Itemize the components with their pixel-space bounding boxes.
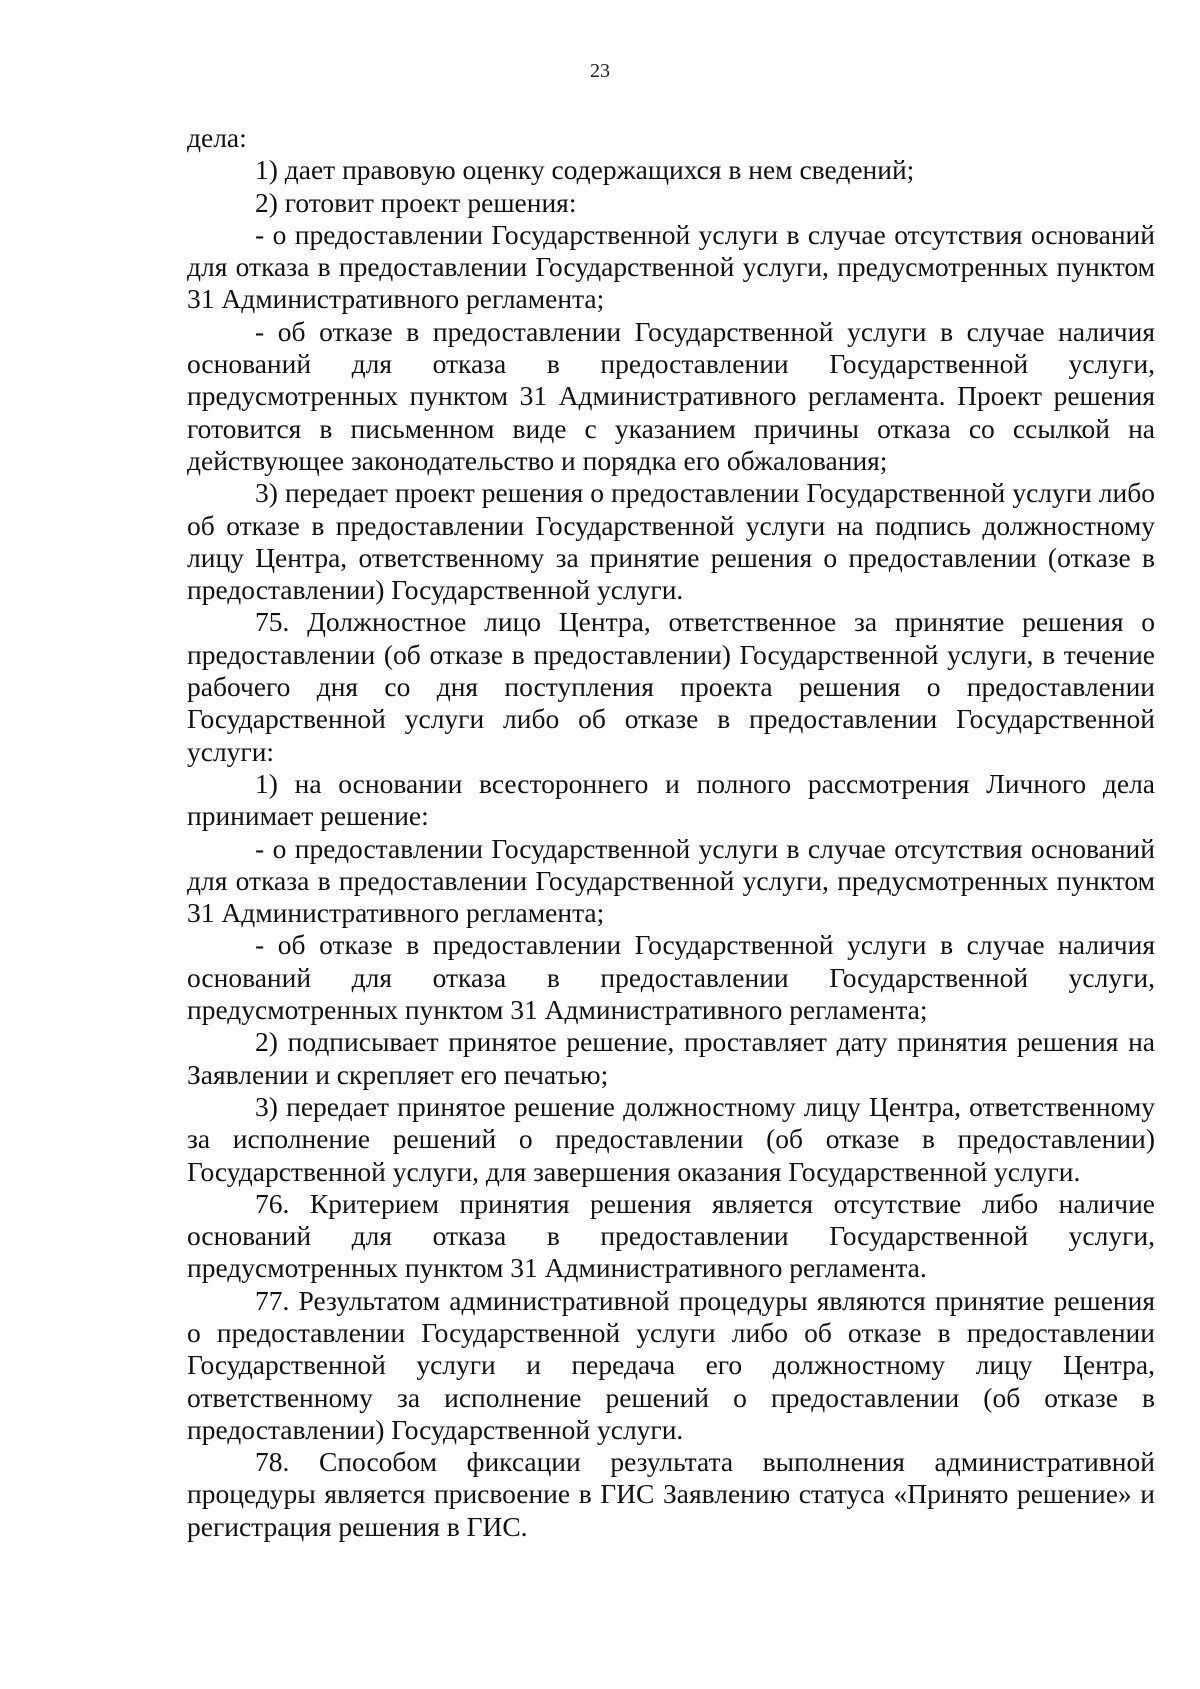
document-body	[187, 122, 1155, 1543]
paragraph: дела:	[187, 122, 247, 153]
paragraph: - об отказе в предоставлении Государственной услуги в случае наличия оснований для отказа в предоставлении Государственной услуги, предусмотренных пунктом 31 Административного регламента;	[187, 929, 1155, 1026]
paragraph: 3) передает принятое решение должностному лицу Центра, ответственному за исполнение решений о предоставлении (об отказе в предоставлении) Государственной услуги, для завершения оказания Государственной услуги.	[187, 1090, 1155, 1187]
paragraph: 78. Способом фиксации результата выполнения административной процедуры является присвоение в ГИС Заявлению статуса «Принято решение» и регистрация решения в ГИС.	[187, 1446, 1155, 1542]
paragraph: 75. Должностное лицо Центра, ответственное за принятие решения о предоставлении (об отказе в предоставлении) Государственной услуги, в течение рабочего дня со дня поступления проекта решения о предоставлении Государственной услуги либо об отказе в предоставлении Государственной услуги:	[187, 606, 1155, 767]
page-number: 23	[590, 60, 610, 82]
paragraph: - о предоставлении Государственной услуги в случае отсутствия оснований для отказа в предоставлении Государственной услуги, предусмотренных пунктом 31 Административного регламента;	[187, 832, 1155, 929]
paragraph: 1) на основании всестороннего и полного рассмотрения Личного дела принимает решение:	[187, 767, 1155, 832]
paragraph: 1) дает правовую оценку содержащихся в нем сведений;	[255, 154, 915, 186]
paragraph: 3) передает проект решения о предоставлении Государственной услуги либо об отказе в предоставлении Государственной услуги на подпись должностному лицу Центра, ответственному за принятие решения о предоставлении (отказе в предоставлении) Государственной услуги.	[187, 477, 1155, 606]
paragraph: - об отказе в предоставлении Государственной услуги в случае наличия оснований для отказа в предоставлении Государственной услуги, предусмотренных пунктом 31 Административного регламента. Проект решения готовится в письменном виде с указанием причины отказа со ссылкой на действующее законодательство и порядка его обжалования;	[187, 315, 1155, 476]
paragraph: 77. Результатом административной процедуры являются принятие решения о предоставлении Государственной услуги либо об отказе в предоставлении Государственной услуги и передача его должностному лицу Центра, ответственному за исполнение решений о предоставлении (об отказе в предоставлении) Государственной услуги.	[187, 1284, 1155, 1445]
paragraph: 2) готовит проект решения:	[255, 186, 577, 218]
paragraph: - о предоставлении Государственной услуги в случае отсутствия оснований для отказа в предоставлении Государственной услуги, предусмотренных пунктом 31 Административного регламента;	[187, 218, 1155, 315]
paragraph: 2) подписывает принятое решение, проставляет дату принятия решения на Заявлении и скрепляет его печатью;	[187, 1026, 1155, 1090]
paragraph: 76. Критерием принятия решения является отсутствие либо наличие оснований для отказа в предоставлении Государственной услуги, предусмотренных пунктом 31 Административного регламента.	[187, 1187, 1155, 1284]
